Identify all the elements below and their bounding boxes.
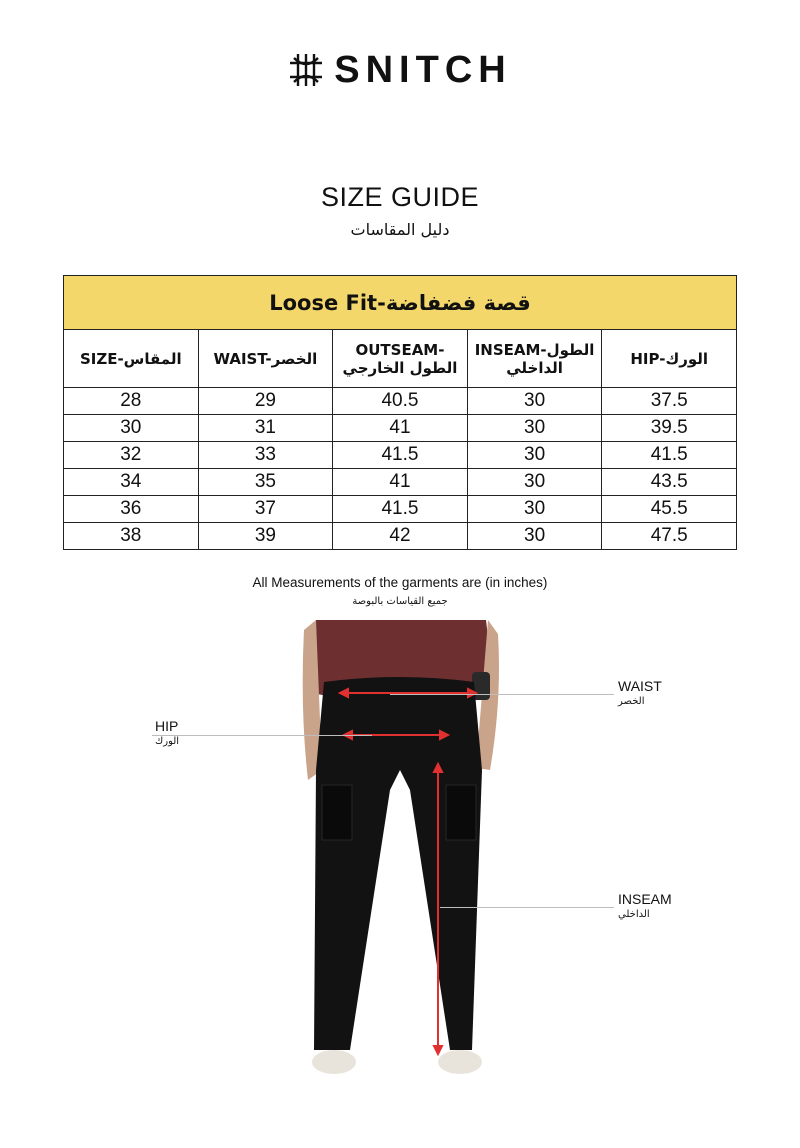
table-row bbox=[64, 523, 737, 550]
column-header-outseam: OUTSEAM-الطول الخارجي bbox=[333, 330, 468, 388]
column-header-waist: WAIST-الخصر bbox=[198, 330, 333, 388]
page-subtitle: دليل المقاسات bbox=[350, 220, 450, 239]
inseam-callout-arabic: الداخلي bbox=[618, 909, 650, 920]
cell-inseam: 30 bbox=[467, 469, 602, 496]
cell-hip: 45.5 bbox=[602, 496, 737, 523]
product-figure bbox=[300, 620, 500, 1148]
cell-outseam: 41.5 bbox=[333, 442, 468, 469]
table-row bbox=[64, 469, 737, 496]
cell-outseam: 42 bbox=[333, 523, 468, 550]
cell-waist: 37 bbox=[198, 496, 333, 523]
measurement-note-arabic: جميع القياسات بالبوصة bbox=[352, 596, 448, 607]
waist-callout-label: WAIST bbox=[618, 678, 662, 694]
cell-outseam: 40.5 bbox=[333, 388, 468, 415]
cell-size: 34 bbox=[64, 469, 199, 496]
cell-outseam: 41 bbox=[333, 415, 468, 442]
cell-hip: 39.5 bbox=[602, 415, 737, 442]
size-table bbox=[63, 275, 737, 550]
measurement-note: All Measurements of the garments are (in inches) bbox=[252, 575, 548, 590]
cell-size: 36 bbox=[64, 496, 199, 523]
brand-logo bbox=[0, 50, 800, 90]
table-row bbox=[64, 415, 737, 442]
cell-waist: 29 bbox=[198, 388, 333, 415]
inseam-guide-line bbox=[440, 907, 614, 908]
inseam-callout bbox=[618, 891, 672, 920]
table-row bbox=[64, 442, 737, 469]
cell-hip: 37.5 bbox=[602, 388, 737, 415]
cell-waist: 31 bbox=[198, 415, 333, 442]
cell-inseam: 30 bbox=[467, 388, 602, 415]
cell-size: 38 bbox=[64, 523, 199, 550]
cell-waist: 33 bbox=[198, 442, 333, 469]
column-header-row bbox=[64, 330, 737, 388]
fit-label: Loose Fit-قصة فضفاضة bbox=[64, 276, 737, 330]
column-header-size: SIZE-المقاس bbox=[64, 330, 199, 388]
cell-inseam: 30 bbox=[467, 442, 602, 469]
snitch-logo-icon bbox=[288, 52, 324, 88]
cell-hip: 47.5 bbox=[602, 523, 737, 550]
cell-inseam: 30 bbox=[467, 496, 602, 523]
page-title: SIZE GUIDE bbox=[320, 182, 480, 212]
hip-callout-label: HIP bbox=[155, 718, 179, 734]
cell-hip: 43.5 bbox=[602, 469, 737, 496]
table-row bbox=[64, 496, 737, 523]
hip-callout bbox=[155, 718, 179, 747]
cell-waist: 39 bbox=[198, 523, 333, 550]
fit-header-row bbox=[64, 276, 737, 330]
cell-size: 28 bbox=[64, 388, 199, 415]
table-row bbox=[64, 388, 737, 415]
waist-callout bbox=[618, 678, 662, 707]
inseam-callout-label: INSEAM bbox=[618, 891, 672, 907]
cell-size: 30 bbox=[64, 415, 199, 442]
cell-inseam: 30 bbox=[467, 523, 602, 550]
hip-callout-arabic: الورك bbox=[155, 736, 180, 747]
pants-illustration bbox=[300, 620, 500, 1148]
cell-inseam: 30 bbox=[467, 415, 602, 442]
waist-callout-arabic: الخصر bbox=[618, 696, 645, 707]
waist-guide-line bbox=[390, 694, 614, 695]
column-header-hip: HIP-الورك bbox=[602, 330, 737, 388]
hip-guide-line bbox=[152, 735, 372, 736]
cell-outseam: 41 bbox=[333, 469, 468, 496]
cell-outseam: 41.5 bbox=[333, 496, 468, 523]
cell-hip: 41.5 bbox=[602, 442, 737, 469]
brand-name: SNITCH bbox=[334, 49, 512, 91]
cell-waist: 35 bbox=[198, 469, 333, 496]
cell-size: 32 bbox=[64, 442, 199, 469]
column-header-inseam: INSEAM-الطول الداخلي bbox=[467, 330, 602, 388]
